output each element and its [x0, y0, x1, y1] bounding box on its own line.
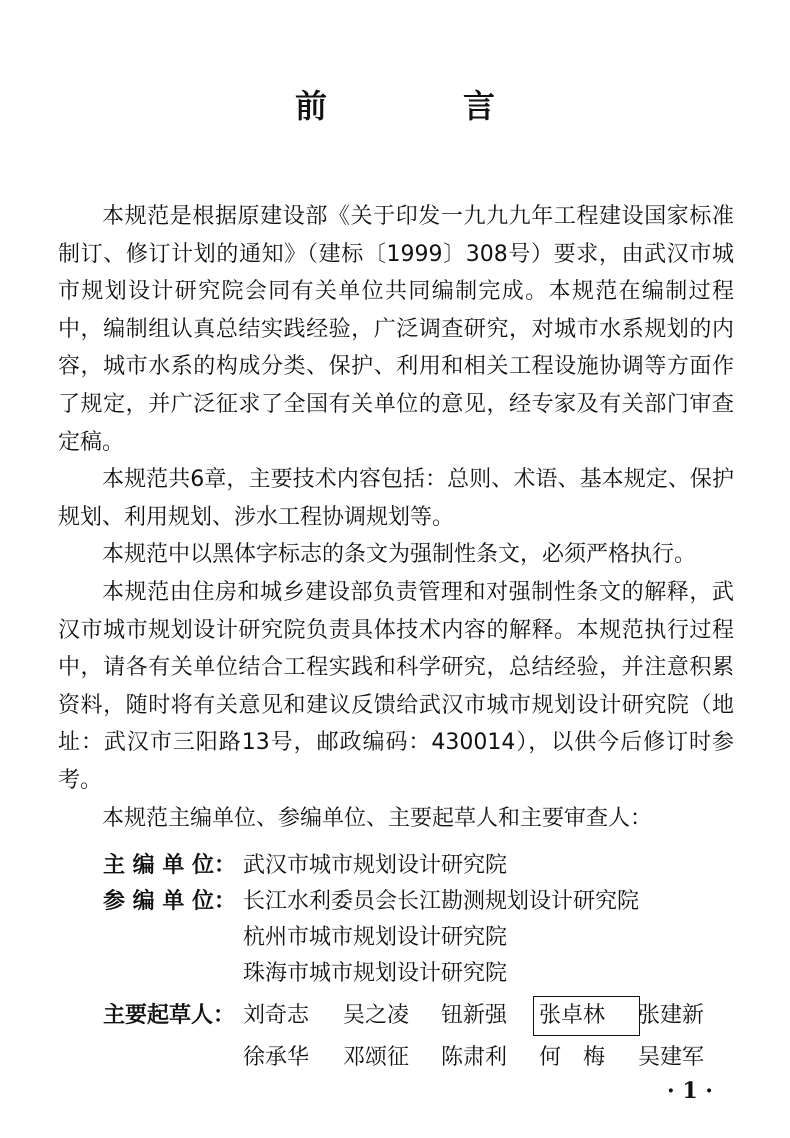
paragraph: 本规范中以黑体字标志的条文为强制性条文，必须严格执行。 — [102, 542, 697, 568]
page-title: 前 言 — [294, 87, 547, 125]
drafters-label: 主要起草人： — [103, 1003, 236, 1028]
co-editor-row — [103, 884, 743, 992]
drafter-name: 徐承华 — [243, 1045, 310, 1070]
chief-editor-row — [103, 848, 743, 884]
page-number: · 1 · — [667, 1078, 713, 1104]
unit-name: 珠海市城市规划设计研究院 — [243, 961, 508, 986]
drafter-name: 张建新 — [638, 1003, 705, 1028]
paragraph: 本规范由住房和城乡建设部负责管理和对强制性条文的解释，武汉市城市规划设计研究院负责具体技术内容的解释。本规范执行过程中，请各有关单位结合工程实践和科学研究，总结经验，并注意积累资料，随时将有关意见和建议反馈给武汉市城市规划设计研究院（地址：武汉市三阳路13号，邮政编码：430014），以供今后修订时参考。 — [58, 579, 734, 793]
chief-editor-label: 主 编 单 位： — [103, 853, 236, 878]
drafter-name: 何 梅 — [539, 1045, 606, 1070]
drafter-name: 刘奇志 — [243, 1003, 310, 1028]
unit-name: 长江水利委员会长江勘测规划设计研究院 — [243, 889, 640, 914]
drafter-name: 陈肃利 — [441, 1045, 508, 1070]
preface-body — [58, 198, 734, 837]
drafter-name: 吴建军 — [638, 1045, 705, 1070]
co-editor-label: 参 编 单 位： — [103, 889, 236, 914]
co-editor-units — [243, 884, 743, 992]
drafter-name-boxed: 张卓林 — [535, 998, 638, 1034]
drafter-name: 邓颂征 — [343, 1045, 410, 1070]
paragraph: 本规范主编单位、参编单位、主要起草人和主要审查人： — [102, 805, 653, 831]
unit-name: 杭州市城市规划设计研究院 — [243, 925, 508, 950]
paragraph: 本规范是根据原建设部《关于印发一九九九年工程建设国家标准制订、修订计划的通知》（建标〔1999〕308号）要求，由武汉市城市规划设计研究院会同有关单位共同编制完成。本规范在编制过程中，编制组认真总结实践经验，广泛调查研究，对城市水系规划的内容，城市水系的构成分类、保护、利用和相关工程设施协调等方面作了规定，并广泛征求了全国有关单位的意见，经专家及有关部门审查定稿。 — [58, 204, 734, 455]
drafters-row — [103, 998, 743, 1076]
drafter-name: 钮新强 — [441, 1003, 508, 1028]
drafter-name: 吴之凌 — [343, 1003, 410, 1028]
unit-name: 武汉市城市规划设计研究院 — [243, 853, 508, 878]
paragraph: 本规范共6章，主要技术内容包括：总则、术语、基本规定、保护规划、利用规划、涉水工程协调规划等。 — [58, 467, 734, 530]
drafters-names — [243, 998, 743, 1076]
chief-editor-units — [243, 848, 743, 884]
contributors-section — [103, 848, 743, 1076]
